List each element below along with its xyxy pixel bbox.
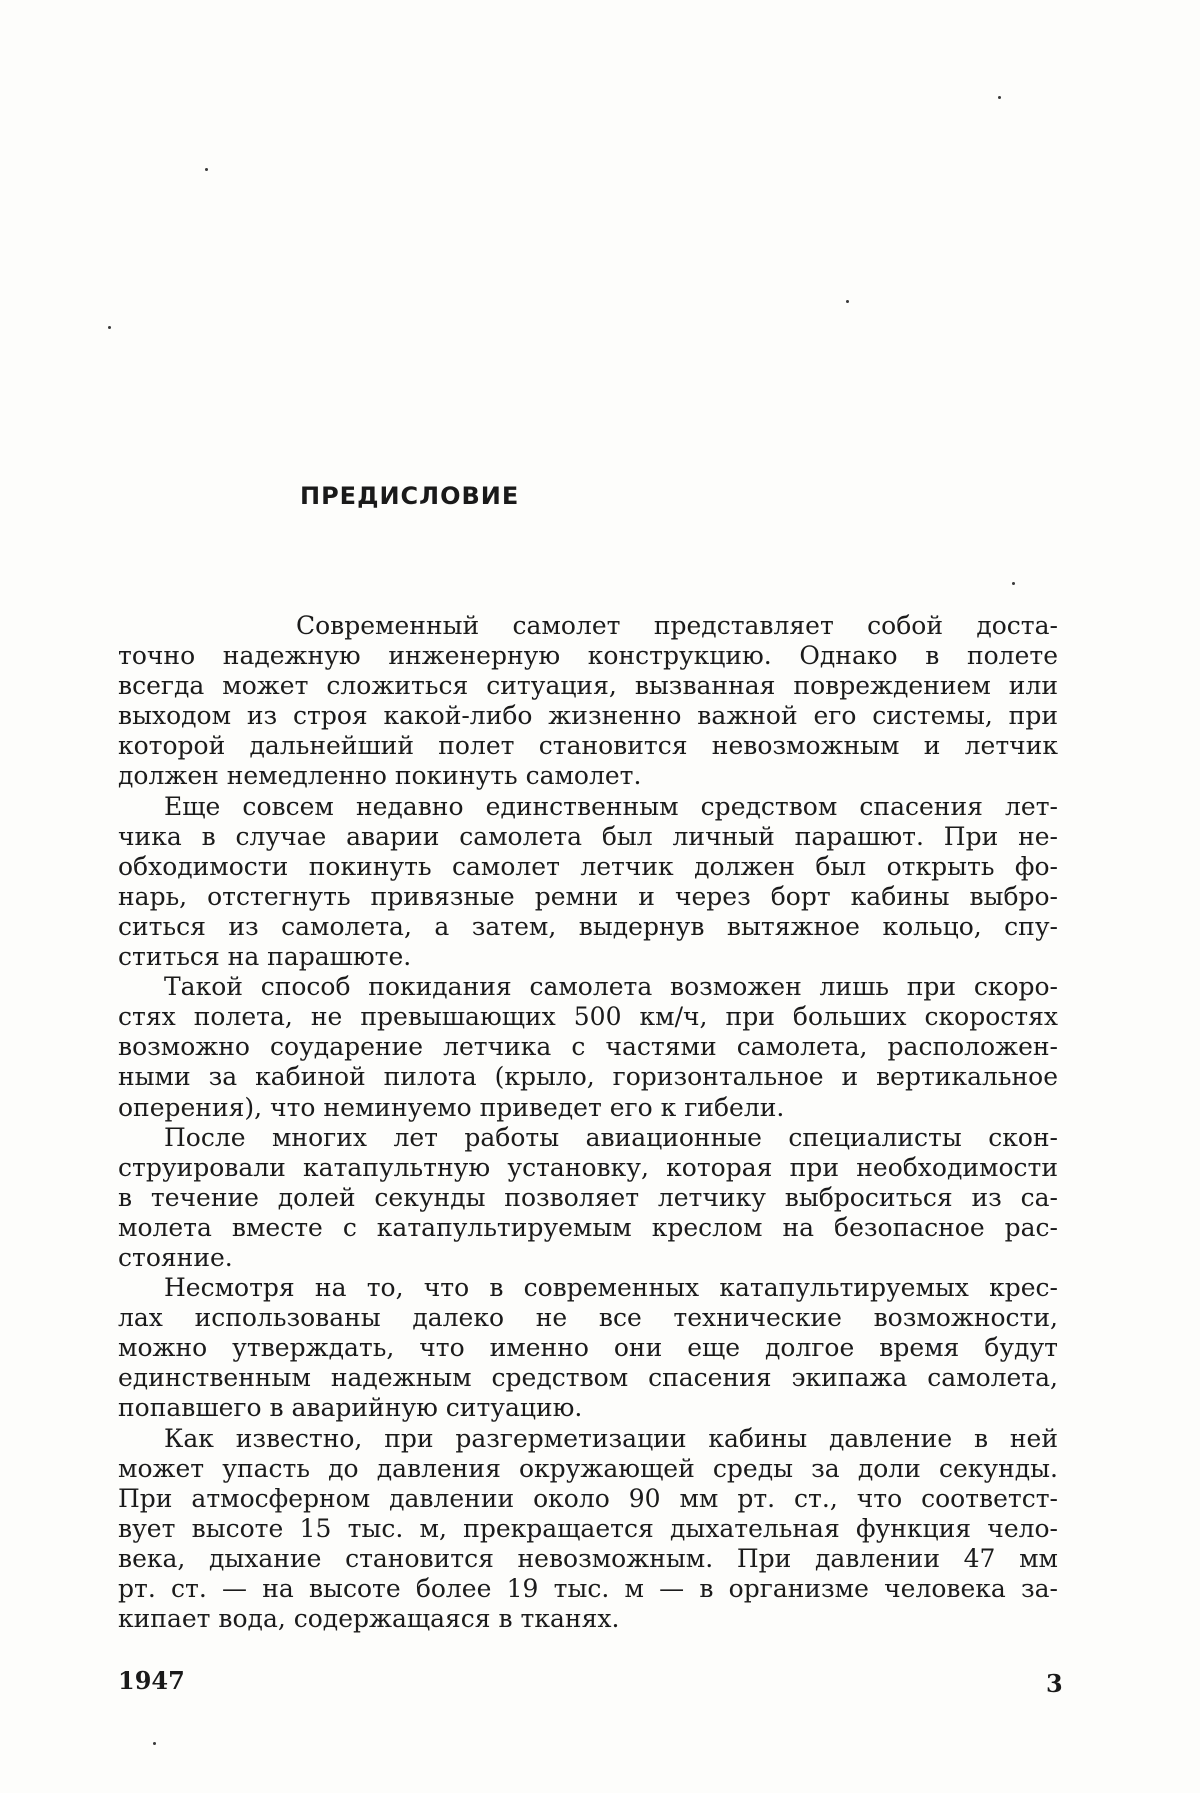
text-line: чика в случае аварии самолета был личный парашют. При не- [118, 821, 1058, 851]
text-line: молета вместе с катапультируемым креслом на безопасное рас- [118, 1212, 1058, 1242]
text-line: ситься из самолета, а затем, выдернув вытяжное кольцо, спу- [118, 911, 1058, 941]
text-line: ститься на парашюте. [118, 942, 412, 972]
text-line: можно утверждать, что именно они еще долгое время будут [118, 1333, 1058, 1363]
text-line: После многих лет работы авиационные специалисты скон- [164, 1122, 1058, 1152]
paragraph-5 [118, 1273, 1058, 1423]
text-line: ными за кабиной пилота (крыло, горизонтальное и вертикальное [118, 1062, 1058, 1092]
text-line: лах использованы далеко не все технические возможности, [118, 1303, 1058, 1333]
text-line: возможно соударение летчика с частями самолета, расположен- [118, 1032, 1058, 1062]
text-line: точно надежную инженерную конструкцию. Однако в полете [118, 641, 1058, 671]
paragraph-2 [118, 792, 1058, 973]
text-line: стояние. [118, 1242, 233, 1272]
text-line: попавшего в аварийную ситуацию. [118, 1393, 583, 1423]
paragraph-6 [118, 1424, 1058, 1635]
scan-speck [1012, 582, 1015, 585]
text-line: нарь, отстегнуть привязные ремни и через борт кабины выбро- [118, 881, 1058, 911]
paragraph-1 [118, 611, 1058, 792]
body-text [118, 611, 1058, 1634]
text-line: Несмотря на то, что в современных катапультируемых крес- [164, 1273, 1058, 1303]
scan-speck [205, 168, 208, 171]
text-line: При атмосферном давлении около 90 мм рт. ст., что соответст- [118, 1483, 1058, 1513]
paragraph-3 [118, 972, 1058, 1122]
paragraph-4 [118, 1123, 1058, 1273]
text-line: может упасть до давления окружающей среды за доли секунды. [118, 1453, 1058, 1483]
text-line: струировали катапультную установку, которая при необходимости [118, 1152, 1058, 1182]
text-line: всегда может сложиться ситуация, вызванная повреждением или [118, 671, 1058, 701]
text-line: должен немедленно покинуть самолет. [118, 761, 642, 791]
text-line: Как известно, при разгерметизации кабины давление в ней [164, 1423, 1058, 1453]
scan-speck [153, 1742, 156, 1745]
scan-speck [108, 326, 111, 329]
text-line: оперения), что неминуемо приведет его к гибели. [118, 1092, 785, 1122]
text-line: которой дальнейший полет становится невозможным и летчик [118, 731, 1058, 761]
text-line: стях полета, не превышающих 500 км/ч, при больших скоростях [118, 1002, 1058, 1032]
text-line: вует высоте 15 тыс. м, прекращается дыхательная функция чело- [118, 1513, 1058, 1543]
text-line: Такой способ покидания самолета возможен лишь при скоро- [164, 972, 1058, 1002]
page-number: 3 [1046, 1669, 1063, 1698]
footer-signature: 1947 [118, 1666, 185, 1695]
text-line: рт. ст. — на высоте более 19 тыс. м — в организме человека за- [118, 1574, 1058, 1603]
scan-speck [846, 300, 849, 303]
text-line: кипает вода, содержащаяся в тканях. [118, 1604, 620, 1634]
text-line: в течение долей секунды позволяет летчику выброситься из са- [118, 1182, 1058, 1212]
text-line: Еще совсем недавно единственным средством спасения лет- [164, 791, 1058, 821]
text-line: века, дыхание становится невозможным. При давлении 47 мм [118, 1543, 1058, 1573]
text-line: Современный самолет представляет собой доста- [296, 611, 1058, 640]
text-line: единственным надежным средством спасения экипажа самолета, [118, 1363, 1058, 1393]
scan-speck [998, 96, 1001, 99]
page-title: ПРЕДИСЛОВИЕ [300, 482, 520, 510]
text-line: обходимости покинуть самолет летчик должен был открыть фо- [118, 851, 1058, 881]
text-line: выходом из строя какой-либо жизненно важной его системы, при [118, 701, 1058, 731]
